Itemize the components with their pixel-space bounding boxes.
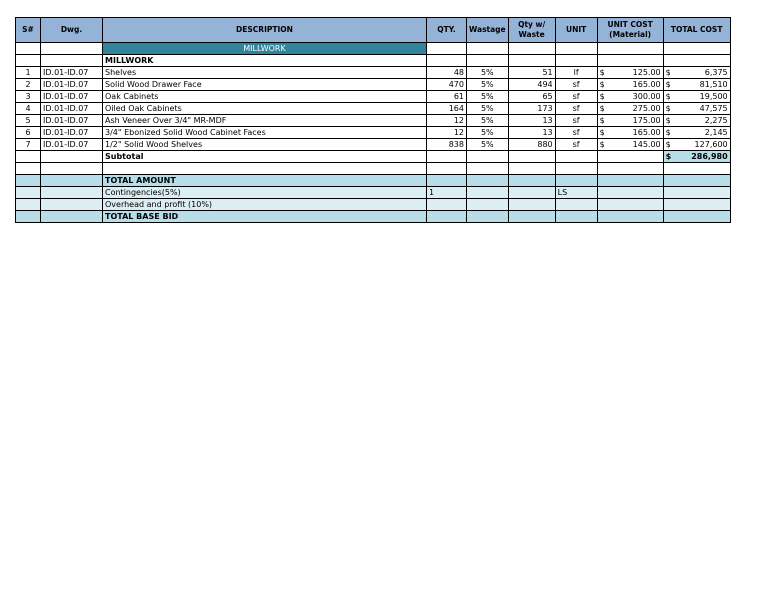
blank-row bbox=[16, 163, 731, 175]
unit-cost-cell[interactable] bbox=[597, 139, 663, 151]
dwg-cell[interactable]: ID.01-ID.07 bbox=[41, 103, 103, 115]
description-cell[interactable]: Ash Veneer Over 3/4" MR-MDF bbox=[103, 115, 427, 127]
total-cost-cell-content bbox=[666, 92, 728, 102]
qty-cell[interactable]: 48 bbox=[427, 67, 467, 79]
description-cell[interactable]: Shelves bbox=[103, 67, 427, 79]
subtotal-row bbox=[16, 151, 731, 163]
cell[interactable] bbox=[467, 199, 509, 211]
cell[interactable] bbox=[16, 187, 41, 199]
cell[interactable] bbox=[427, 163, 467, 175]
dwg-cell[interactable]: ID.01-ID.07 bbox=[41, 115, 103, 127]
header-qty-waste-line2: Waste bbox=[518, 30, 545, 39]
dwg-cell[interactable]: ID.01-ID.07 bbox=[41, 67, 103, 79]
category-row bbox=[16, 55, 731, 67]
currency-symbol: $ bbox=[599, 127, 605, 137]
total-cost-cell-content bbox=[666, 104, 728, 114]
description-cell[interactable]: 1/2" Solid Wood Shelves bbox=[103, 139, 427, 151]
unit-cost-cell-content bbox=[600, 80, 661, 90]
category-label[interactable]: MILLWORK bbox=[103, 55, 427, 67]
wastage-cell[interactable]: 5% bbox=[467, 139, 509, 151]
description-cell[interactable]: 3/4" Ebonized Solid Wood Cabinet Faces bbox=[103, 127, 427, 139]
cell[interactable] bbox=[597, 43, 663, 55]
cell[interactable] bbox=[16, 163, 41, 175]
cell[interactable] bbox=[508, 43, 555, 55]
unit-cost-cell[interactable] bbox=[597, 79, 663, 91]
header-total-cost[interactable]: TOTAL COST bbox=[663, 18, 730, 43]
cell[interactable] bbox=[467, 163, 509, 175]
unit-cost-cell-value: 300.00 bbox=[632, 91, 661, 101]
cell[interactable] bbox=[467, 187, 509, 199]
currency-symbol: $ bbox=[665, 115, 671, 125]
unit-cell[interactable]: sf bbox=[555, 91, 597, 103]
cell[interactable] bbox=[555, 163, 597, 175]
cell[interactable] bbox=[427, 199, 467, 211]
unit-cost-cell-content bbox=[600, 116, 661, 126]
unit-cost-cell[interactable] bbox=[597, 91, 663, 103]
unit-cell[interactable]: LS bbox=[555, 187, 597, 199]
subtotal-value-value: 286,980 bbox=[691, 151, 728, 161]
table-row bbox=[16, 127, 731, 139]
unit-cost-cell[interactable] bbox=[597, 115, 663, 127]
currency-symbol: $ bbox=[599, 115, 605, 125]
cell[interactable] bbox=[41, 55, 103, 67]
unit-cost-cell-content bbox=[600, 128, 661, 138]
unit-cost-cell[interactable] bbox=[597, 103, 663, 115]
qty-waste-cell[interactable]: 65 bbox=[508, 91, 555, 103]
cell[interactable] bbox=[41, 187, 103, 199]
cell[interactable] bbox=[597, 151, 663, 163]
cell[interactable] bbox=[427, 175, 467, 187]
sno-cell[interactable]: 2 bbox=[16, 79, 41, 91]
header-qty-waste[interactable] bbox=[508, 18, 555, 43]
unit-cell[interactable]: sf bbox=[555, 115, 597, 127]
unit-cell[interactable]: sf bbox=[555, 139, 597, 151]
wastage-cell[interactable]: 5% bbox=[467, 115, 509, 127]
unit-cell[interactable]: sf bbox=[555, 103, 597, 115]
table-row bbox=[16, 115, 731, 127]
unit-cell[interactable]: lf bbox=[555, 67, 597, 79]
unit-cost-cell-value: 175.00 bbox=[632, 115, 661, 125]
total-cost-cell-content bbox=[666, 140, 728, 150]
description-cell[interactable]: Oiled Oak Cabinets bbox=[103, 103, 427, 115]
overhead-row bbox=[16, 199, 731, 211]
header-qty-waste-line1: Qty w/ bbox=[518, 20, 546, 29]
total-cost-cell[interactable] bbox=[663, 91, 730, 103]
description-cell[interactable]: Solid Wood Drawer Face bbox=[103, 79, 427, 91]
cell[interactable] bbox=[427, 55, 467, 67]
cell[interactable] bbox=[467, 43, 509, 55]
unit-cost-cell[interactable] bbox=[597, 67, 663, 79]
cell[interactable] bbox=[555, 211, 597, 223]
cell[interactable] bbox=[508, 151, 555, 163]
qty-cell[interactable]: 12 bbox=[427, 127, 467, 139]
header-dwg[interactable]: Dwg. bbox=[41, 18, 103, 43]
cell[interactable] bbox=[41, 175, 103, 187]
unit-cost-cell[interactable] bbox=[597, 127, 663, 139]
qty-cell[interactable]: 12 bbox=[427, 115, 467, 127]
cell[interactable] bbox=[467, 175, 509, 187]
wastage-cell[interactable]: 5% bbox=[467, 67, 509, 79]
cell[interactable] bbox=[663, 43, 730, 55]
cell[interactable] bbox=[467, 211, 509, 223]
cell[interactable] bbox=[16, 175, 41, 187]
estimate-table bbox=[15, 17, 731, 223]
cell[interactable] bbox=[427, 151, 467, 163]
total-cost-cell-content bbox=[666, 116, 728, 126]
total-amount-row-label[interactable]: TOTAL AMOUNT bbox=[103, 175, 427, 187]
currency-symbol: $ bbox=[665, 127, 671, 137]
unit-cost-cell-value: 275.00 bbox=[632, 103, 661, 113]
cell[interactable] bbox=[16, 199, 41, 211]
currency-symbol: $ bbox=[599, 91, 605, 101]
subtotal-value-content bbox=[666, 152, 728, 162]
cell[interactable] bbox=[16, 211, 41, 223]
cell[interactable] bbox=[508, 187, 555, 199]
currency-symbol: $ bbox=[665, 139, 671, 149]
total-cost-cell[interactable] bbox=[663, 103, 730, 115]
dwg-cell[interactable]: ID.01-ID.07 bbox=[41, 79, 103, 91]
wastage-cell[interactable]: 5% bbox=[467, 103, 509, 115]
currency-symbol: $ bbox=[599, 79, 605, 89]
cell[interactable] bbox=[467, 151, 509, 163]
currency-symbol: $ bbox=[599, 67, 605, 77]
header-sno[interactable]: S# bbox=[16, 18, 41, 43]
cell[interactable] bbox=[555, 199, 597, 211]
total-cost-cell-value: 6,375 bbox=[704, 67, 728, 77]
table-row bbox=[16, 91, 731, 103]
total-cost-cell-value: 47,575 bbox=[699, 103, 728, 113]
total-cost-cell[interactable] bbox=[663, 79, 730, 91]
total-cost-cell-value: 2,145 bbox=[704, 127, 728, 137]
header-unit-cost-line1: UNIT COST bbox=[607, 20, 653, 29]
header-qty[interactable]: QTY. bbox=[427, 18, 467, 43]
overhead-row-label[interactable]: Overhead and profit (10%) bbox=[103, 199, 427, 211]
cell[interactable] bbox=[16, 151, 41, 163]
header-unit[interactable]: UNIT bbox=[555, 18, 597, 43]
cell[interactable] bbox=[597, 55, 663, 67]
cell[interactable] bbox=[41, 151, 103, 163]
unit-cost-cell-content bbox=[600, 104, 661, 114]
currency-symbol: $ bbox=[665, 67, 671, 77]
header-unit-cost[interactable] bbox=[597, 18, 663, 43]
wastage-cell[interactable]: 5% bbox=[467, 79, 509, 91]
currency-symbol: $ bbox=[665, 91, 671, 101]
unit-cell[interactable]: sf bbox=[555, 79, 597, 91]
contingencies-row-label[interactable]: Contingencies(5%) bbox=[103, 187, 427, 199]
unit-cost-cell-value: 165.00 bbox=[632, 127, 661, 137]
total-cost-cell-content bbox=[666, 80, 728, 90]
cell[interactable] bbox=[663, 175, 730, 187]
qty-cell[interactable]: 1 bbox=[427, 187, 467, 199]
cell[interactable] bbox=[41, 163, 103, 175]
table-row bbox=[16, 139, 731, 151]
table-row bbox=[16, 67, 731, 79]
description-cell[interactable]: Oak Cabinets bbox=[103, 91, 427, 103]
sno-cell[interactable]: 1 bbox=[16, 67, 41, 79]
sno-cell[interactable]: 7 bbox=[16, 139, 41, 151]
cell[interactable] bbox=[597, 211, 663, 223]
unit-cost-cell-content bbox=[600, 68, 661, 78]
currency-symbol: $ bbox=[665, 103, 671, 113]
header-wastage[interactable]: Wastage bbox=[467, 18, 509, 43]
cell[interactable] bbox=[508, 175, 555, 187]
cell[interactable] bbox=[16, 43, 41, 55]
cell[interactable] bbox=[508, 211, 555, 223]
sno-cell[interactable]: 4 bbox=[16, 103, 41, 115]
cell[interactable] bbox=[555, 151, 597, 163]
unit-cost-cell-value: 145.00 bbox=[632, 139, 661, 149]
header-description[interactable]: DESCRIPTION bbox=[103, 18, 427, 43]
cell[interactable] bbox=[427, 43, 467, 55]
qty-waste-cell[interactable]: 494 bbox=[508, 79, 555, 91]
total-amount-row bbox=[16, 175, 731, 187]
qty-cell[interactable]: 838 bbox=[427, 139, 467, 151]
section-title-row bbox=[16, 43, 731, 55]
wastage-cell[interactable]: 5% bbox=[467, 127, 509, 139]
unit-cell[interactable]: sf bbox=[555, 127, 597, 139]
unit-cost-cell-content bbox=[600, 140, 661, 150]
cell[interactable] bbox=[467, 55, 509, 67]
cell[interactable] bbox=[41, 199, 103, 211]
subtotal-label[interactable]: Subtotal bbox=[103, 151, 427, 163]
unit-cost-cell-value: 165.00 bbox=[632, 79, 661, 89]
cell[interactable] bbox=[16, 55, 41, 67]
total-cost-cell[interactable] bbox=[663, 139, 730, 151]
qty-cell[interactable]: 61 bbox=[427, 91, 467, 103]
total-cost-cell-value: 81,510 bbox=[699, 79, 728, 89]
cell[interactable] bbox=[663, 187, 730, 199]
unit-cost-cell-value: 125.00 bbox=[632, 67, 661, 77]
cell[interactable] bbox=[427, 211, 467, 223]
cell[interactable] bbox=[597, 199, 663, 211]
cell[interactable] bbox=[41, 211, 103, 223]
cell[interactable] bbox=[508, 55, 555, 67]
cell[interactable] bbox=[663, 163, 730, 175]
cell[interactable] bbox=[103, 163, 427, 175]
total-base-bid-row-label[interactable]: TOTAL BASE BID bbox=[103, 211, 427, 223]
total-cost-cell-value: 2,275 bbox=[704, 115, 728, 125]
qty-waste-cell[interactable]: 173 bbox=[508, 103, 555, 115]
total-cost-cell-content bbox=[666, 128, 728, 138]
qty-cell[interactable]: 164 bbox=[427, 103, 467, 115]
dwg-cell[interactable]: ID.01-ID.07 bbox=[41, 127, 103, 139]
cell[interactable] bbox=[597, 175, 663, 187]
cell[interactable] bbox=[663, 199, 730, 211]
cell[interactable] bbox=[597, 163, 663, 175]
cell[interactable] bbox=[555, 43, 597, 55]
contingencies-row bbox=[16, 187, 731, 199]
qty-waste-cell[interactable]: 13 bbox=[508, 127, 555, 139]
section-title[interactable]: MILLWORK bbox=[103, 43, 427, 55]
sno-cell[interactable]: 6 bbox=[16, 127, 41, 139]
total-base-bid-row bbox=[16, 211, 731, 223]
table-row bbox=[16, 79, 731, 91]
currency-symbol: $ bbox=[665, 79, 671, 89]
sno-cell[interactable]: 3 bbox=[16, 91, 41, 103]
total-cost-cell-value: 19,500 bbox=[699, 91, 728, 101]
qty-waste-cell[interactable]: 880 bbox=[508, 139, 555, 151]
wastage-cell[interactable]: 5% bbox=[467, 91, 509, 103]
cell[interactable] bbox=[508, 199, 555, 211]
total-cost-cell-value: 127,600 bbox=[694, 139, 728, 149]
qty-waste-cell[interactable]: 13 bbox=[508, 115, 555, 127]
currency-symbol: $ bbox=[599, 103, 605, 113]
currency-symbol: $ bbox=[599, 139, 605, 149]
cell[interactable] bbox=[663, 211, 730, 223]
qty-cell[interactable]: 470 bbox=[427, 79, 467, 91]
total-cost-cell[interactable] bbox=[663, 115, 730, 127]
qty-waste-cell[interactable]: 51 bbox=[508, 67, 555, 79]
dwg-cell[interactable]: ID.01-ID.07 bbox=[41, 91, 103, 103]
cell[interactable] bbox=[555, 175, 597, 187]
cell[interactable] bbox=[508, 163, 555, 175]
sno-cell[interactable]: 5 bbox=[16, 115, 41, 127]
cell[interactable] bbox=[41, 43, 103, 55]
currency-symbol: $ bbox=[665, 151, 672, 161]
unit-cost-cell-content bbox=[600, 92, 661, 102]
header-row bbox=[16, 18, 731, 43]
header-unit-cost-line2: (Material) bbox=[609, 30, 652, 39]
total-cost-cell-content bbox=[666, 68, 728, 78]
dwg-cell[interactable]: ID.01-ID.07 bbox=[41, 139, 103, 151]
cell[interactable] bbox=[555, 55, 597, 67]
cell[interactable] bbox=[597, 187, 663, 199]
total-cost-cell[interactable] bbox=[663, 127, 730, 139]
table-row bbox=[16, 103, 731, 115]
total-cost-cell[interactable] bbox=[663, 67, 730, 79]
cell[interactable] bbox=[663, 55, 730, 67]
subtotal-value[interactable] bbox=[663, 151, 730, 163]
